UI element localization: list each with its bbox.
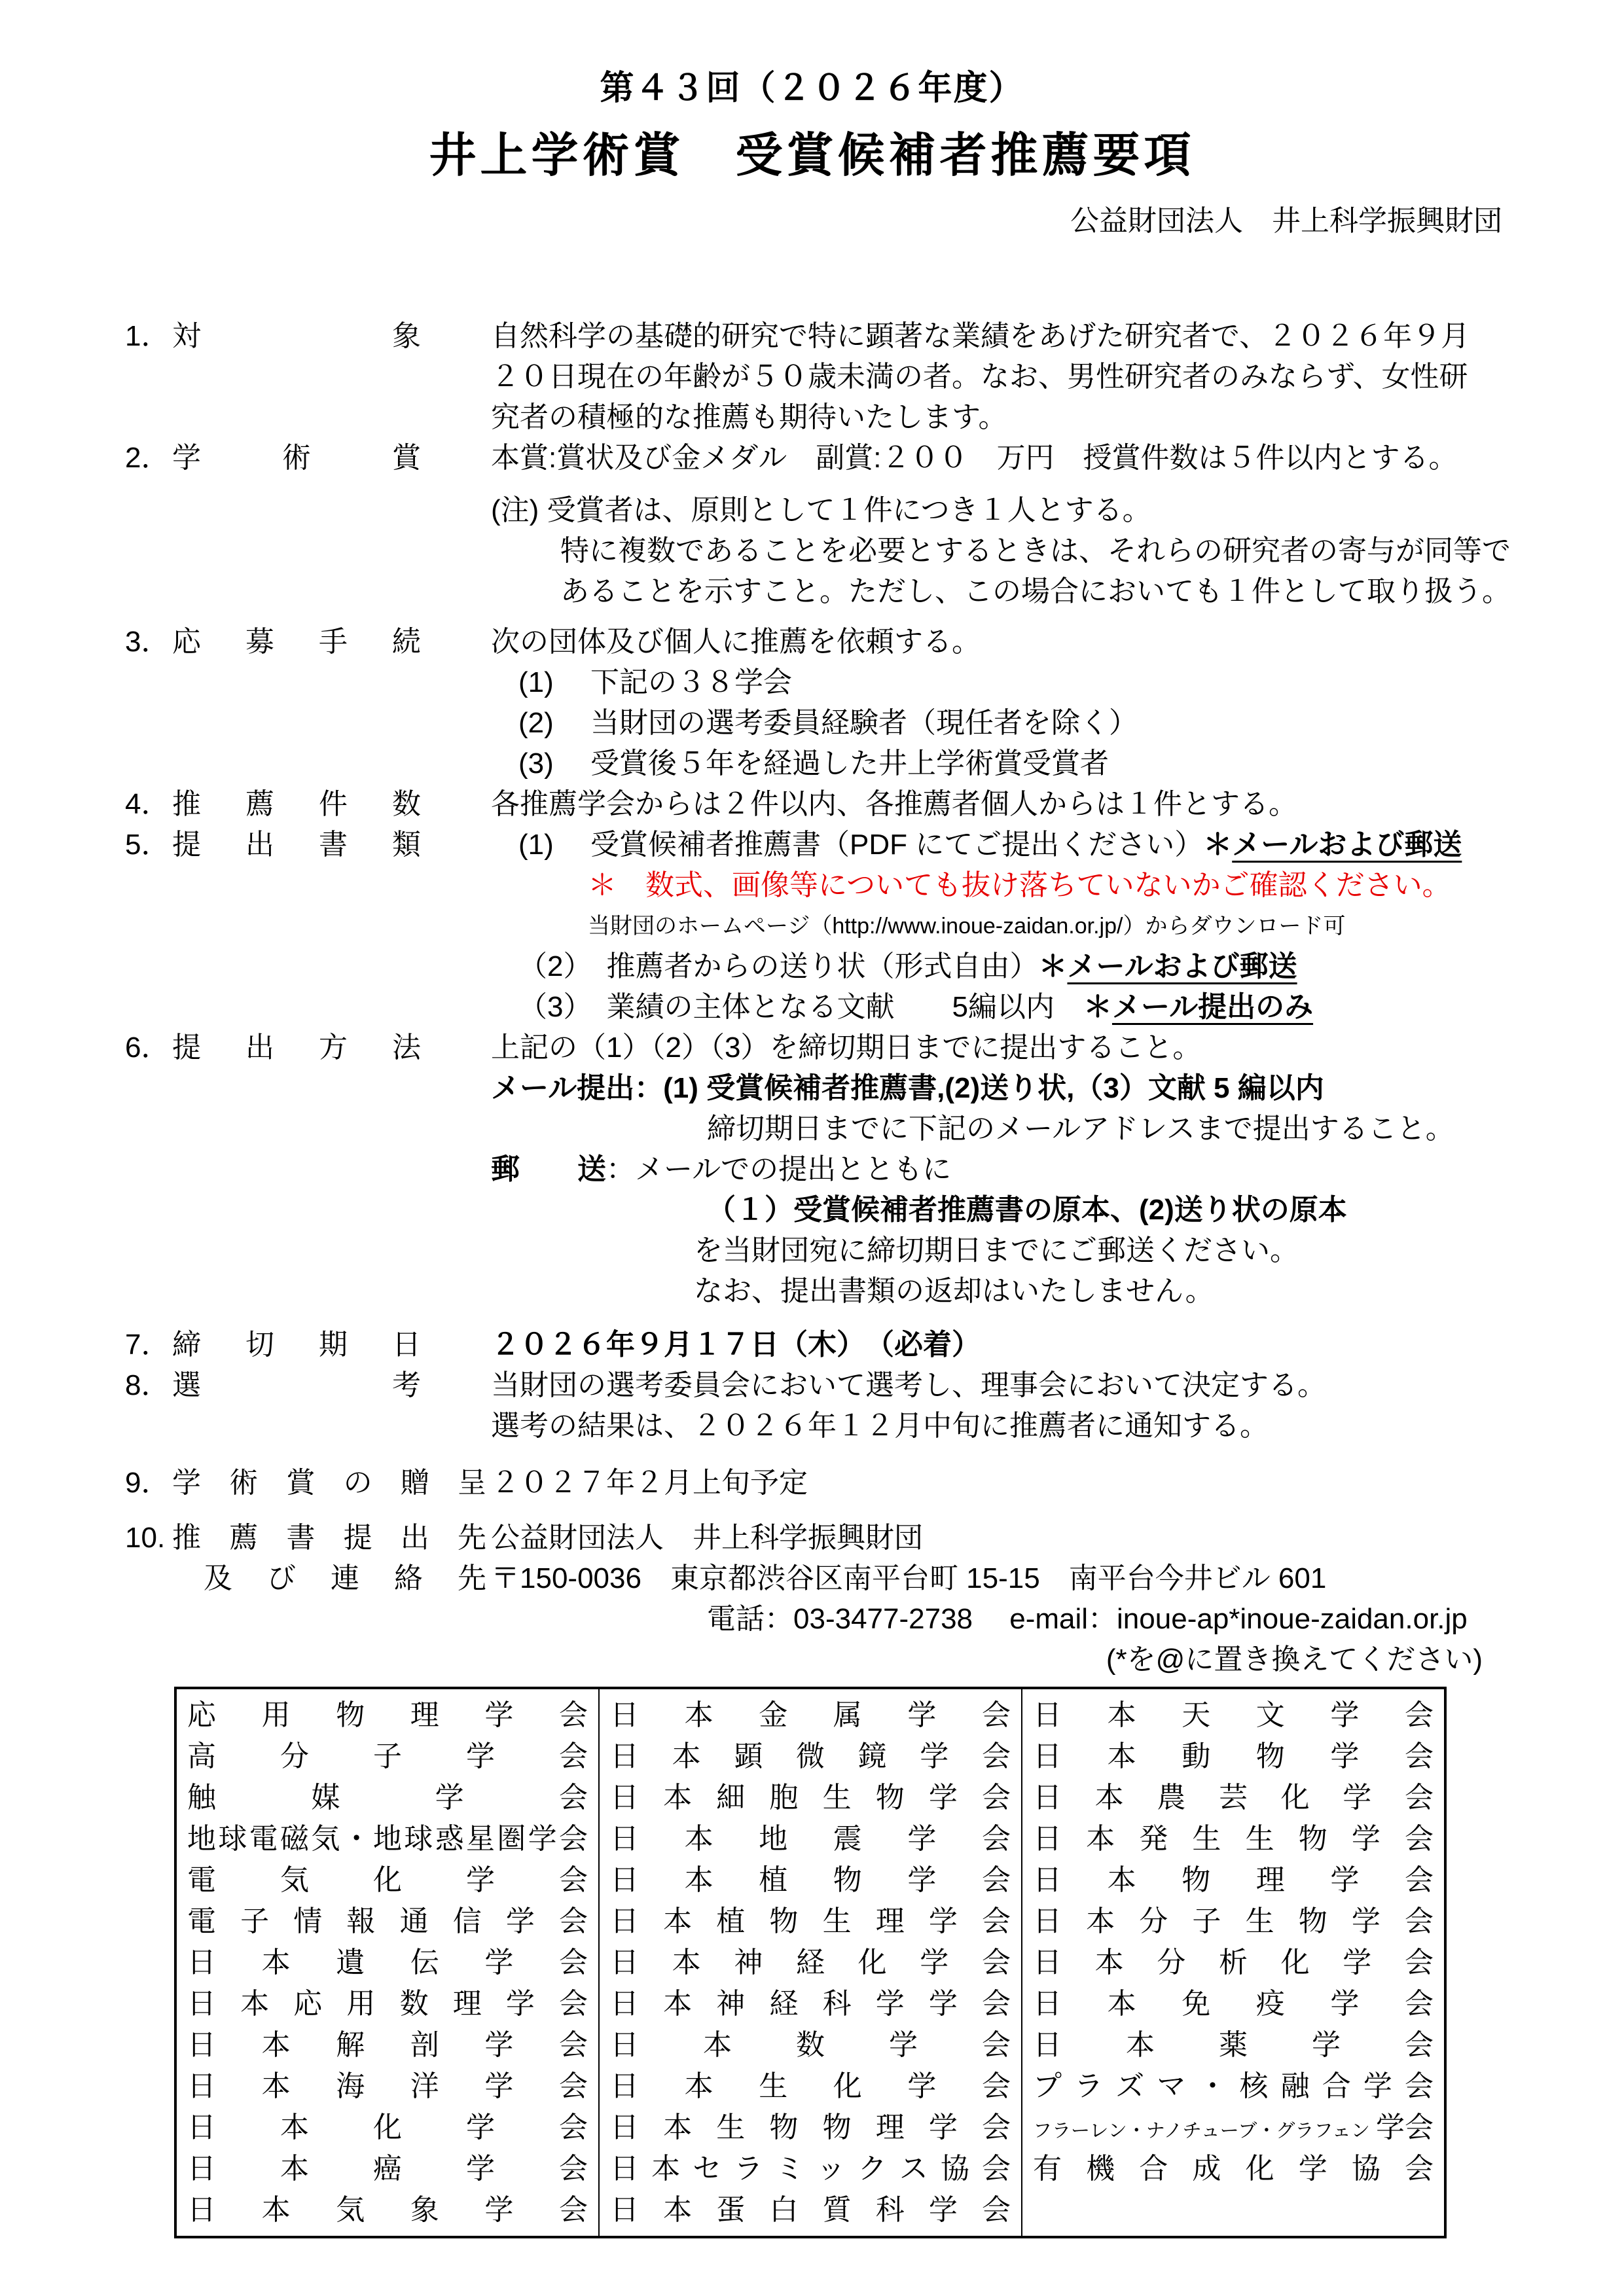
- society-name: 有 機 合 成 化 学 協 会: [1033, 2153, 1434, 2185]
- sub-item: [491, 825, 1512, 865]
- society-name: 日 本 薬 学 会: [1033, 2029, 1434, 2061]
- sub-item-text: （3） 業績の主体となる文献 5編以内: [518, 991, 1083, 1023]
- item-label-text: 対 象: [172, 320, 421, 352]
- item-label-text-2: 及 び 連 絡 先: [204, 1562, 486, 1594]
- society-name: 日 本 天 文 学 会: [1033, 1699, 1434, 1731]
- item-content: [491, 1028, 1512, 1312]
- item-label-text: 応 募 手 続: [172, 626, 421, 658]
- societies-column-1: [177, 1689, 598, 2236]
- postal-submission-line: [491, 1149, 1512, 1190]
- item-contact-address: [0, 1518, 1624, 1680]
- society-name: 地 球 電 磁 気 ・ 地 球 惑 星 圏 学 会: [187, 1823, 588, 1855]
- item-content: [491, 622, 1512, 784]
- postal-address: 〒150-0036 東京都渋谷区南平台町 15-15 南平台今井ビル 601: [491, 1562, 1327, 1594]
- item-label: [172, 622, 491, 662]
- item-label-text: 提 出 書 類: [172, 829, 421, 861]
- societies-column-3: [1021, 1689, 1444, 2236]
- edition-line: 第４３回（２０２６年度）: [600, 69, 1024, 107]
- item-label-text: 締 切 期 日: [172, 1329, 421, 1361]
- note-line: あることを示すこと。ただし、この場合においても１件として取り扱う。: [560, 575, 1511, 607]
- item-recommendation-count: [0, 784, 1624, 825]
- asterisk-mark: ＊: [1203, 829, 1233, 861]
- postal-body: ：メールでの提出とともに: [606, 1153, 952, 1185]
- society-name: 日 本 地 震 学 会: [610, 1823, 1011, 1855]
- foundation-name: 公益財団法人 井上科学振興財団: [491, 1522, 923, 1554]
- society-name: 日 本 動 物 学 会: [1033, 1740, 1434, 1772]
- society-name-small-text: フラーレン・ナノチューブ・グラフェン: [1033, 2121, 1370, 2142]
- text-line: なお、提出書類の返却はいたしません。: [694, 1275, 1214, 1307]
- society-name: 日 本 蛋 白 質 科 学 会: [610, 2194, 1011, 2226]
- asterisk-mark: ＊: [1038, 950, 1068, 982]
- society-name: 日 本 植 物 生 理 学 会: [610, 1905, 1011, 1937]
- text-line: 本賞:賞状及び金メダル 副賞:２００ 万円 授賞件数は５件以内とする。: [491, 442, 1458, 474]
- sub-item: [491, 946, 1512, 987]
- item-target: [0, 316, 1624, 438]
- text-line: 締切期日までに下記のメールアドレスまで提出すること。: [707, 1113, 1454, 1145]
- society-name: 日 本 化 学 会: [187, 2111, 588, 2144]
- text-line: を当財団宛に締切期日までにご郵送ください。: [694, 1234, 1299, 1266]
- item-label-text: 推 薦 書 提 出 先: [172, 1522, 486, 1554]
- society-name: 電 子 情 報 通 信 学 会: [187, 1905, 588, 1937]
- item-label-text: 学 術 賞 の 贈 呈: [172, 1467, 486, 1499]
- sub-item: [491, 987, 1512, 1028]
- society-name: 日 本 神 経 科 学 学 会: [610, 1988, 1011, 2020]
- society-name-suffix: 学会: [1376, 2111, 1434, 2144]
- document-title: 井上学術賞 受賞候補者推薦要項: [429, 130, 1195, 182]
- society-name: 日 本 神 経 化 学 会: [610, 1946, 1011, 1979]
- item-content: [491, 1365, 1512, 1446]
- postal-originals-line: （１）受賞候補者推薦書の原本、(2)送り状の原本: [707, 1194, 1347, 1226]
- item-label: [172, 1365, 491, 1406]
- organization-name: 公益財団法人 井上科学振興財団: [1070, 205, 1502, 237]
- mail-body: (1) 受賞候補者推薦書,(2)送り状,（3）文献 5 編以内: [663, 1072, 1324, 1104]
- society-name: 日 本 植 物 学 会: [610, 1864, 1011, 1896]
- empty-cell: [1033, 2189, 1434, 2231]
- item-number: 9．: [125, 1467, 170, 1499]
- society-name: 日 本 遺 伝 学 会: [187, 1946, 588, 1979]
- item-content: [491, 438, 1512, 612]
- society-name: 日 本 生 物 物 理 学 会: [610, 2111, 1011, 2144]
- item-content: [491, 825, 1512, 1028]
- item-application-procedure: [0, 622, 1624, 784]
- ceremony-date: ２０２７年２月上旬予定: [491, 1467, 808, 1499]
- society-name: 日 本 免 疫 学 会: [1033, 1988, 1434, 2020]
- sub-item: (3) 受賞後５年を経過した井上学術賞受賞者: [518, 747, 1109, 780]
- societies-column-2: [598, 1689, 1021, 2236]
- society-name: 日 本 解 剖 学 会: [187, 2029, 588, 2061]
- society-name: 日 本 気 象 学 会: [187, 2194, 588, 2226]
- item-label-text: 選 考: [172, 1369, 421, 1401]
- text-line: 自然科学の基礎的研究で特に顕著な業績をあげた研究者で、２０２６年９月: [491, 320, 1470, 352]
- item-label: [172, 1028, 491, 1068]
- item-number: 1．: [125, 320, 170, 352]
- item-label: [172, 1325, 491, 1365]
- text-line: 究者の積極的な推薦も期待いたします。: [491, 401, 1007, 433]
- society-name: 日 本 海 洋 学 会: [187, 2070, 588, 2102]
- society-name: 日 本 数 学 会: [610, 2029, 1011, 2061]
- society-name: 応 用 物 理 学 会: [187, 1699, 588, 1731]
- item-number: 10.: [125, 1522, 166, 1554]
- asterisk-mark: ＊: [1083, 991, 1112, 1023]
- sub-item-text: (1) 受賞候補者推薦書（PDF にてご提出ください）: [518, 829, 1204, 861]
- text-line: 当財団の選考委員会において選考し、理事会において決定する。: [491, 1369, 1326, 1401]
- item-label: [172, 1518, 491, 1599]
- item-content: [491, 316, 1512, 438]
- emphasized-text: メール提出のみ: [1111, 991, 1314, 1023]
- deadline-date: ２０２６年９月１７日（木） （必着）: [491, 1329, 981, 1361]
- note-line: (注) 受賞者は、原則として１件につき１人とする。: [491, 494, 1151, 526]
- item-award-ceremony: [0, 1463, 1624, 1503]
- society-name: 触 媒 学 会: [187, 1782, 588, 1814]
- society-name: 日 本 金 属 学 会: [610, 1699, 1011, 1731]
- item-number: 2．: [125, 442, 170, 474]
- item-submission-method: [0, 1028, 1624, 1312]
- item-award: [0, 438, 1624, 612]
- text-line: 上記の（1）（2）（3）を締切期日までに提出すること。: [491, 1031, 1202, 1064]
- societies-table: [174, 1687, 1447, 2238]
- note-line: 特に複数であることを必要とするときは、それらの研究者の寄与が同等で: [560, 535, 1511, 567]
- item-deadline: [0, 1325, 1624, 1365]
- item-label: [172, 1463, 491, 1503]
- society-name: 日 本 発 生 生 物 学 会: [1033, 1823, 1434, 1855]
- society-name: 電 気 化 学 会: [187, 1864, 588, 1896]
- item-number: 8．: [125, 1369, 170, 1401]
- emphasized-text: メールおよび郵送: [1232, 829, 1462, 861]
- society-name: 日 本 応 用 数 理 学 会: [187, 1988, 588, 2020]
- text-line: ２０日現在の年齢が５０歳未満の者。なお、男性研究者のみならず、女性研: [491, 361, 1468, 393]
- postal-label: 郵 送: [491, 1153, 606, 1185]
- mail-submission-line: [491, 1068, 1512, 1109]
- item-content: [491, 1463, 1512, 1503]
- society-name: 日 本 物 理 学 会: [1033, 1864, 1434, 1896]
- email-replace-note: (*を@に置き換えてください): [1106, 1643, 1483, 1676]
- sub-item-text: （2） 推薦者からの送り状（形式自由）: [518, 950, 1039, 982]
- item-label-text: 学 術 賞: [172, 442, 421, 474]
- item-number: 3．: [125, 626, 170, 658]
- society-name: プ ラ ズ マ ・ 核 融 合 学 会: [1033, 2070, 1434, 2102]
- item-documents: [0, 825, 1624, 1028]
- item-content: [491, 784, 1512, 825]
- item-label: [172, 316, 491, 357]
- society-name: 高 分 子 学 会: [187, 1740, 588, 1772]
- society-name: 日 本 分 析 化 学 会: [1033, 1946, 1434, 1979]
- phone-email-line: 電話：03-3477-2738 e-mail：inoue-ap*inoue-zaidan.or.jp: [707, 1603, 1468, 1635]
- text-line: 次の団体及び個人に推薦を依頼する。: [491, 626, 981, 658]
- item-number: 7．: [125, 1329, 170, 1361]
- mail-label: メール提出：: [491, 1072, 664, 1104]
- society-name: 日 本 癌 学 会: [187, 2153, 588, 2185]
- item-content: [491, 1325, 1512, 1365]
- item-label-text: 推 薦 件 数: [172, 788, 421, 820]
- text-line: 各推薦学会からは２件以内、各推薦者個人からは１件とする。: [491, 788, 1297, 820]
- text-line: 選考の結果は、２０２６年１２月中旬に推薦者に通知する。: [491, 1410, 1269, 1442]
- item-content: [491, 1518, 1512, 1680]
- item-label: [172, 438, 491, 478]
- society-name: 日 本 生 化 学 会: [610, 2070, 1011, 2102]
- download-note: 当財団のホームページ（http://www.inoue-zaidan.or.jp/）からダウンロード可: [588, 914, 1346, 939]
- society-name: 日 本 細 胞 生 物 学 会: [610, 1782, 1011, 1814]
- item-selection: [0, 1365, 1624, 1446]
- sub-item: (1) 下記の３８学会: [518, 666, 792, 698]
- item-label: [172, 784, 491, 825]
- items-list: [0, 316, 1624, 1680]
- society-name: 日 本 農 芸 化 学 会: [1033, 1782, 1434, 1814]
- society-name: 日 本 セ ラ ミ ッ ク ス 協 会: [610, 2153, 1011, 2185]
- society-name: 日 本 顕 微 鏡 学 会: [610, 1740, 1011, 1772]
- item-number: 4．: [125, 788, 170, 820]
- society-name: 日 本 分 子 生 物 学 会: [1033, 1905, 1434, 1937]
- emphasized-text: メールおよび郵送: [1067, 950, 1297, 982]
- society-name: [1033, 2107, 1434, 2148]
- item-label: [172, 825, 491, 865]
- item-number: 6．: [125, 1031, 170, 1064]
- warning-note: ＊ 数式、画像等についても抜け落ちていないかご確認ください。: [588, 869, 1451, 901]
- item-number: 5．: [125, 829, 170, 861]
- sub-item: (2) 当財団の選考委員経験者（現任者を除く）: [518, 707, 1138, 739]
- item-label-text: 提 出 方 法: [172, 1031, 421, 1064]
